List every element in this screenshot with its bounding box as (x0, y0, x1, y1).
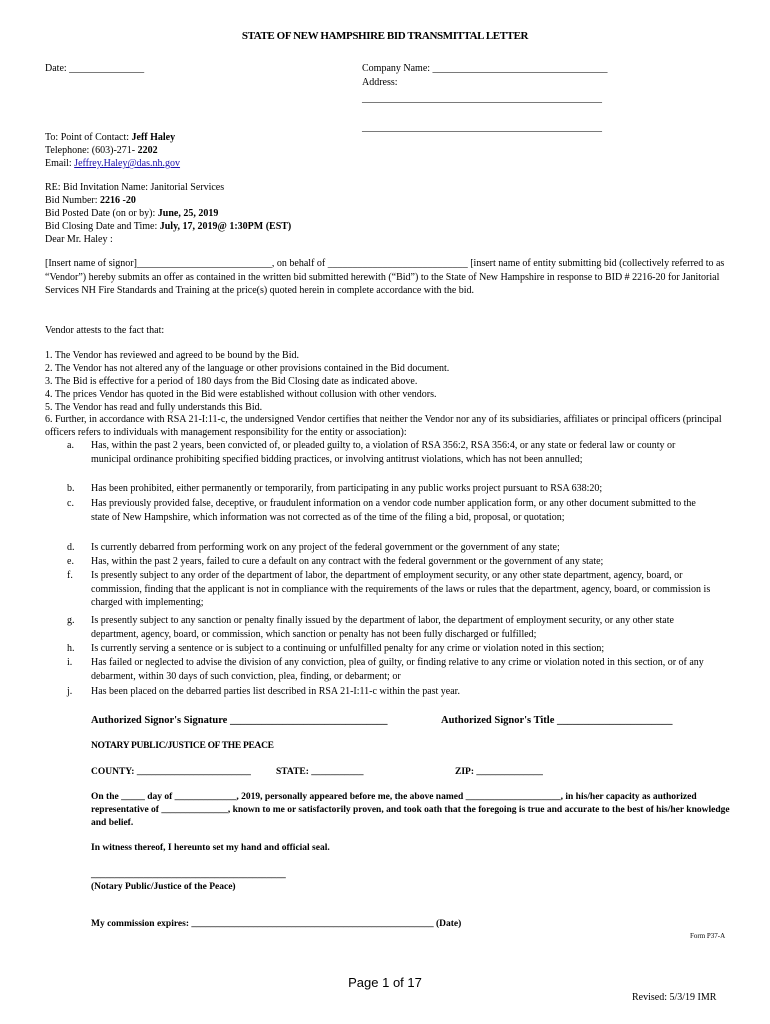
email (45, 157, 180, 170)
bid-closing (45, 220, 291, 233)
page-title: STATE OF NEW HAMPSHIRE BID TRANSMITTAL LETTER (241, 30, 529, 42)
sub-item (67, 497, 717, 537)
bid-posted-value: June, 25, 2019 (157, 208, 219, 219)
page-number: Page 1 of 17 (348, 975, 422, 990)
sub-item-text: Is currently serving a sentence or is subject to a continuing or unfulfilled penalty for any crime or violation noted in this section; (91, 643, 605, 654)
bid-posted-label: Bid Posted Date (on or by): (45, 208, 158, 219)
sub-item (67, 555, 717, 569)
sub-item-letter: a. (67, 440, 74, 451)
sub-item-text: Has been placed on the debarred parties list described in RSA 21-I:11-c within the past year. (91, 686, 460, 697)
bid-closing-value: July, 17, 2019@ 1:30PM (EST) (159, 221, 292, 232)
poc-label: To: Point of Contact: (45, 132, 132, 143)
sub-item-text: Has, within the past 2 years, failed to cure a default on any contract with the federal government or the government of any state; (91, 556, 604, 567)
attests-line: Vendor attests to the fact that: (45, 325, 165, 336)
address-line-2: ________________________________________________ (362, 122, 602, 133)
sub-item-letter: h. (67, 643, 75, 654)
address-line-1: ________________________________________________ (362, 93, 602, 104)
poc-name: Jeff Haley (131, 132, 176, 143)
address-label: Address: (362, 77, 398, 88)
telephone-label: Telephone: (603)-271- (45, 145, 138, 156)
sub-item-text: Has been prohibited, either permanently or temporarily, from participating in any public works project pursuant to RSA 638:20; (91, 483, 603, 494)
sub-item-text: Has previously provided false, deceptive, or fraudulent information on a vendor code number application form, or any other document submitted to the state of New Hampshire, which information was not corrected as of the time of the filing a bid, proposal, or quotation; (91, 498, 696, 523)
list-item: 2. The Vendor has not altered any of the language or other provisions contained in the Bid document. (45, 363, 450, 374)
list-item: 6. Further, in accordance with RSA 21-I:11-c, the undersigned Vendor certifies that neither the Vendor nor any of its subsidiaries, affiliates or principal officers (principal officers refers to individuals with management responsibility for the entity or association): (45, 414, 722, 438)
email-label: Email: (45, 158, 75, 169)
telephone-ext: 2202 (137, 145, 158, 156)
list-item: 5. The Vendor has read and fully understands this Bid. (45, 402, 263, 413)
sub-item-letter: c. (67, 498, 74, 509)
sub-item (67, 569, 717, 609)
bid-closing-label: Bid Closing Date and Time: (45, 221, 160, 232)
county-field: COUNTY: ________________________ (91, 767, 251, 777)
sub-item-letter: f. (67, 570, 73, 581)
sub-item (67, 656, 717, 683)
company-name-field: Company Name: ___________________________________ (362, 63, 608, 74)
notary-signature-label: (Notary Public/Justice of the Peace) (91, 882, 236, 892)
sub-item-letter: i. (67, 657, 73, 668)
sub-item (67, 482, 717, 496)
signor-title-line: Authorized Signor's Title ______________________ (441, 715, 673, 726)
sub-item (67, 685, 717, 699)
email-link[interactable]: Jeffrey.Haley@das.nh.gov (74, 158, 181, 169)
intro-paragraph: [Insert name of signor]___________________________, on behalf of ____________________________ [insert name of entity submitting bid (collectively referred to as “Vendor”) hereby submits an offer as contained in the written bid submitted herewith (“Bid”) to the State of New Hampshire in response to BID # 2216-20 for Janitorial Services NH Fire Standards and Training at the price(s) quoted herein in complete accordance with the bid. (45, 258, 725, 296)
sub-item-text: Is currently debarred from performing work on any project of the federal government or the government of any state; (91, 542, 560, 553)
bid-posted-date (45, 207, 218, 220)
zip-field: ZIP: ______________ (455, 767, 543, 777)
commission-expires: My commission expires: ___________________________________________________ (Date) (91, 919, 462, 929)
sub-item-letter: b. (67, 483, 75, 494)
sub-item-text: Has failed or neglected to advise the division of any conviction, plea of guilty, or finding relative to any crime or violation noted in this section, or of any debarment, within 30 days of such conviction, plea, finding, or debarment; or (91, 657, 704, 682)
sub-item-text: Is presently subject to any sanction or penalty finally issued by the department of labor, the department of employment security, or any other state department, agency, board, or commission, which sanction or penalty has not been fully discharged or fulfilled; (91, 615, 674, 640)
salutation: Dear Mr. Haley : (45, 234, 113, 245)
re-line: RE: Bid Invitation Name: Janitorial Services (45, 182, 225, 193)
bid-number-value: 2216 -20 (100, 195, 136, 206)
notary-heading: NOTARY PUBLIC/JUSTICE OF THE PEACE (91, 741, 274, 751)
sub-item (67, 614, 717, 641)
sub-item-letter: d. (67, 542, 75, 553)
sub-item-letter: g. (67, 615, 75, 626)
sub-item-text: Has, within the past 2 years, been convicted of, or pleaded guilty to, a violation of RSA 356:2, RSA 356:4, or any state or federal law or county or municipal ordinance prohibiting specified bidding practices, or involving antitrust violations, which has not been annulled; (91, 440, 676, 465)
list-item: 3. The Bid is effective for a period of 180 days from the Bid Closing date as indicated above. (45, 376, 418, 387)
sub-item (67, 439, 717, 479)
signor-signature-line: Authorized Signor's Signature ______________________________ (91, 715, 388, 726)
bid-number-label: Bid Number: (45, 195, 100, 206)
notary-signature-line: _________________________________________ (91, 870, 286, 880)
sub-item-letter: j. (67, 686, 73, 697)
sub-item-letter: e. (67, 556, 74, 567)
point-of-contact (45, 131, 175, 144)
list-item: 1. The Vendor has reviewed and agreed to be bound by the Bid. (45, 350, 300, 361)
date-field: Date: _______________ (45, 63, 145, 74)
list-item: 4. The prices Vendor has quoted in the Bid were established without collusion with other vendors. (45, 389, 437, 400)
sub-item (67, 541, 717, 555)
telephone (45, 144, 158, 157)
state-field: STATE: ___________ (276, 767, 364, 777)
sub-item (67, 642, 717, 656)
bid-number (45, 194, 136, 207)
notary-paragraph: On the _____ day of _____________, 2019, personally appeared before me, the above named ____________________, in his/her capacity as authorized representative of ______________, known to me or satisfactorily proven, and took oath that the foregoing is true and accurate to the best of his/her knowledge and belief. (91, 792, 730, 828)
witness-line: In witness thereof, I hereunto set my hand and official seal. (91, 843, 330, 853)
form-number: Form P37-A (690, 932, 726, 940)
sub-item-text: Is presently subject to any order of the department of labor, the department of employment security, or any other state department, agency, board, or commission, finding that the applicant is not in compliance with the requirements of the laws or rules that the department, agency, board, or commission is charged with implementing; (91, 570, 711, 608)
revised-date: Revised: 5/3/19 IMR (632, 992, 717, 1003)
